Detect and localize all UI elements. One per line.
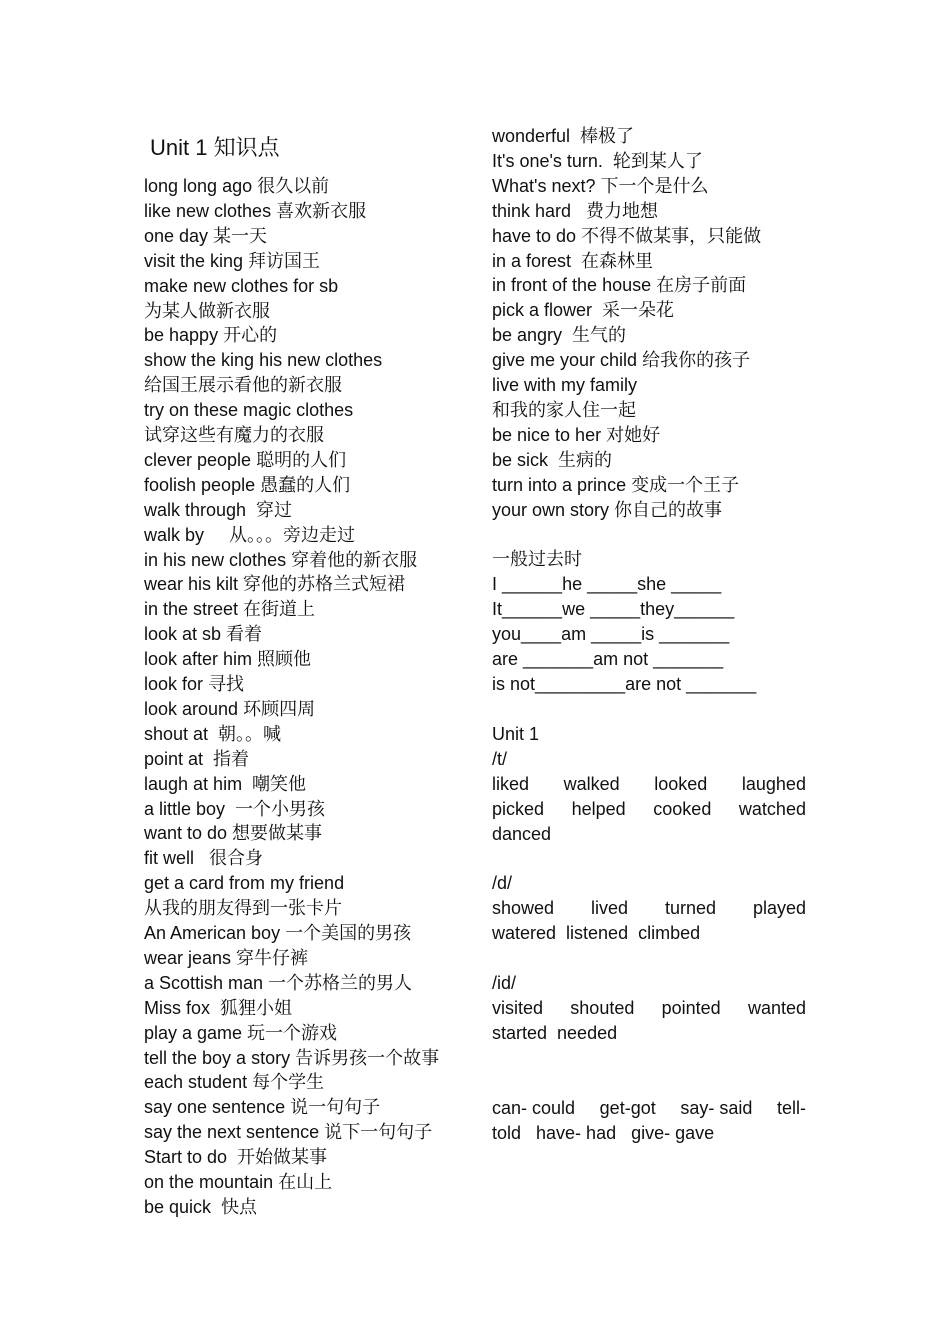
verb-pair: can- could	[492, 1098, 576, 1118]
phrase-line: have to do 不得不做某事，只能做	[492, 225, 762, 246]
phrase-line: Miss fox 狐狸小姐	[144, 997, 293, 1018]
id-sound-heading: /id/	[492, 973, 517, 993]
phrase-line: tell the boy a story 告诉男孩一个故事	[144, 1047, 440, 1068]
phrase-line: be happy 开心的	[144, 325, 278, 346]
phrase-line: be quick 快点	[144, 1196, 258, 1217]
phrase-line: What's next? 下一个是什么	[492, 175, 709, 196]
phrase-line: say one sentence 说一句句子	[144, 1097, 381, 1118]
phrase-line: be angry 生气的	[492, 325, 627, 346]
verb-pair: get-got	[599, 1098, 656, 1118]
fill-in-line: is not_________are not _______	[492, 674, 757, 694]
t-sound-heading: /t/	[492, 749, 508, 769]
phrase-line: your own story 你自己的故事	[492, 499, 723, 520]
phrase-line: foolish people 愚蠢的人们	[144, 474, 351, 495]
word: watched	[738, 799, 806, 819]
word: cooked	[653, 799, 712, 819]
id-sound-row-2: started needed	[492, 1023, 618, 1043]
phrase-line: like new clothes 喜欢新衣服	[144, 200, 367, 221]
phrase-line: look around 环顾四周	[144, 698, 316, 719]
phrase-line: each student 每个学生	[144, 1072, 325, 1093]
word: shouted	[570, 998, 635, 1018]
t-sound-row-2	[492, 797, 806, 821]
phrase-line: on the mountain 在山上	[144, 1172, 333, 1192]
phrase-line: look for 寻找	[144, 674, 245, 694]
phrase-line: 和我的家人住一起	[492, 399, 636, 420]
phrase-line: make new clothes for sb	[144, 275, 339, 296]
phrase-line: long long ago 很久以前	[144, 176, 330, 196]
phrase-line: wonderful 棒极了	[492, 126, 635, 146]
d-sound-heading: /d/	[492, 873, 513, 893]
phrase-line: give me your child 给我你的孩子	[492, 350, 751, 371]
phrase-line: in his new clothes 穿着他的新衣服	[144, 549, 418, 570]
fill-in-line: It______we _____they______	[492, 599, 735, 619]
phrase-line: in front of the house 在房子前面	[492, 275, 747, 296]
irregular-verbs-row-1	[492, 1096, 806, 1120]
phrase-line: look at sb 看着	[144, 624, 263, 645]
phrase-line: be nice to her 对她好	[492, 424, 661, 445]
word: walked	[563, 774, 620, 794]
phrase-line: walk through 穿过	[144, 499, 293, 520]
unit-heading: Unit 1	[492, 724, 540, 744]
irregular-verbs-row-2: told have- had give- gave	[492, 1123, 715, 1143]
word: looked	[654, 774, 708, 794]
phrase-line: clever people 聪明的人们	[144, 449, 347, 470]
word: liked	[492, 774, 530, 794]
word: helped	[571, 799, 626, 819]
word: pointed	[661, 998, 721, 1018]
word: visited	[492, 998, 544, 1018]
phrase-line: fit well 很合身	[144, 848, 264, 869]
phrase-line: show the king his new clothes	[144, 350, 383, 371]
verb-pair: say- said	[680, 1098, 753, 1118]
phrase-line: try on these magic clothes	[144, 400, 354, 421]
phrase-line: look after him 照顾他	[144, 649, 312, 670]
phrase-line: 给国王展示看他的新衣服	[144, 375, 342, 396]
phrase-line: want to do 想要做某事	[144, 823, 323, 844]
id-sound-row-1	[492, 996, 806, 1020]
phrase-line: in the street 在街道上	[144, 599, 316, 620]
phrase-line: live with my family	[492, 375, 638, 395]
phrase-line: wear his kilt 穿他的苏格兰式短裙	[144, 574, 406, 595]
word: lived	[590, 898, 629, 918]
word: showed	[492, 898, 555, 918]
phrase-line: play a game 玩一个游戏	[144, 1022, 338, 1043]
word: played	[752, 898, 806, 918]
fill-in-line: you____am _____is _______	[492, 624, 730, 644]
phrase-line: It's one's turn. 轮到某人了	[492, 150, 703, 171]
phrase-line: visit the king 拜访国王	[144, 250, 321, 271]
phrase-line: one day 某一天	[144, 225, 268, 246]
phrase-line: Start to do 开始做某事	[144, 1147, 328, 1168]
phrase-line: a Scottish man 一个苏格兰的男人	[144, 972, 413, 993]
phrase-line: get a card from my friend	[144, 873, 345, 894]
past-tense-heading: 一般过去时	[492, 549, 582, 569]
word: laughed	[741, 774, 806, 794]
fill-in-line: are _______am not _______	[492, 649, 724, 669]
t-sound-row-3: danced	[492, 824, 552, 844]
phrase-line: 试穿这些有魔力的衣服	[144, 425, 324, 445]
d-sound-row-1	[492, 896, 806, 920]
phrase-line: laugh at him 嘲笑他	[144, 773, 307, 794]
verb-pair: tell-	[776, 1098, 806, 1118]
word: turned	[664, 898, 716, 918]
phrase-line: in a forest 在森林里	[492, 250, 654, 271]
phrase-line: shout at 朝。。喊	[144, 723, 282, 744]
word: wanted	[747, 998, 806, 1018]
phrase-line: 从我的朋友得到一张卡片	[144, 898, 342, 919]
word: picked	[492, 799, 545, 819]
phrase-line: 为某人做新衣服	[144, 300, 270, 321]
phrase-line: say the next sentence 说下一句句子	[144, 1122, 433, 1143]
phrase-line: be sick 生病的	[492, 449, 613, 470]
phrase-line: turn into a prince 变成一个王子	[492, 474, 740, 495]
d-sound-row-2: watered listened climbed	[492, 923, 701, 943]
phrase-line: point at 指着	[144, 748, 250, 769]
fill-in-line: I ______he _____she _____	[492, 574, 722, 594]
phrase-line: think hard 费力地想	[492, 200, 659, 221]
page-title: Unit 1 知识点	[150, 135, 280, 160]
phrase-line: walk by 从。。。旁边走过	[144, 524, 356, 545]
phrase-line: pick a flower 采一朵花	[492, 300, 675, 321]
phrase-line: a little boy 一个小男孩	[144, 798, 326, 819]
t-sound-row-1	[492, 772, 806, 796]
phrase-line: wear jeans 穿牛仔裤	[144, 947, 309, 968]
phrase-line: An American boy 一个美国的男孩	[144, 923, 412, 943]
